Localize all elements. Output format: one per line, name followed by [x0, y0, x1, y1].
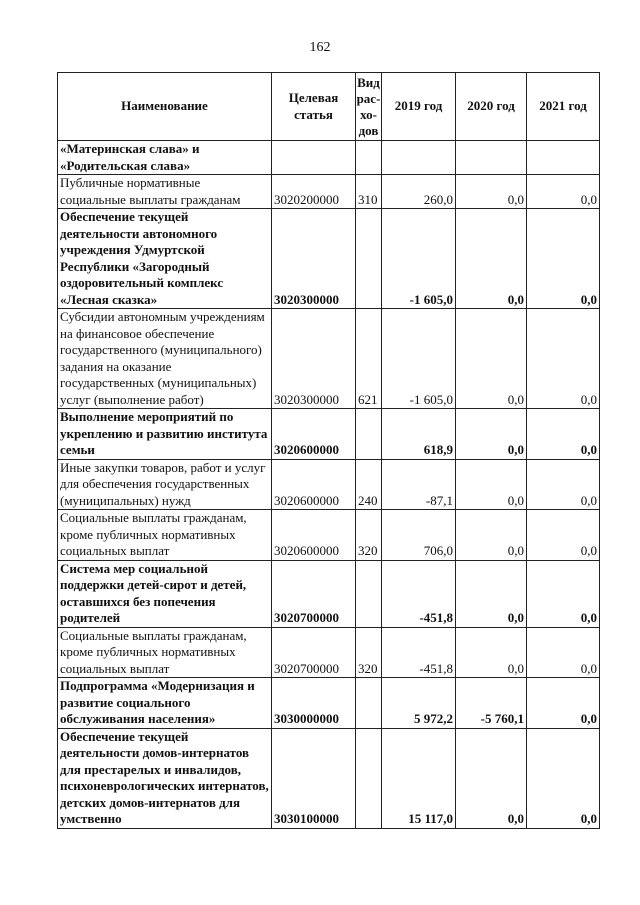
cell-expense-type: 621: [356, 309, 382, 409]
budget-table: [57, 72, 600, 829]
cell-2020: 0,0: [456, 175, 527, 209]
cell-2021: 0,0: [527, 560, 600, 627]
cell-2020: 0,0: [456, 409, 527, 460]
cell-expense-type: 320: [356, 510, 382, 561]
cell-2019: [382, 141, 456, 175]
cell-name: Субсидии автономным учреждениям на финансовое обеспечение государственного (муниципального) задания на оказание государственных (муниципальных) услуг (выполнение работ): [58, 309, 272, 409]
table-row: [58, 409, 600, 460]
cell-2020: 0,0: [456, 627, 527, 678]
cell-2019: -451,8: [382, 627, 456, 678]
cell-expense-type: [356, 678, 382, 729]
cell-expense-type: 240: [356, 459, 382, 510]
table-row: [58, 728, 600, 828]
cell-2020: [456, 141, 527, 175]
cell-2019: 260,0: [382, 175, 456, 209]
header-2019: 2019 год: [382, 73, 456, 141]
cell-2019: 15 117,0: [382, 728, 456, 828]
header-2020: 2020 год: [456, 73, 527, 141]
cell-target-article: 3020600000: [272, 459, 356, 510]
cell-name: Иные закупки товаров, работ и услуг для обеспечения государственных (муниципальных) нужд: [58, 459, 272, 510]
cell-2021: 0,0: [527, 309, 600, 409]
cell-name: Обеспечение текущей деятельности автономного учреждения Удмуртской Республики «Загородный оздоровительный комплекс «Лесная сказка»: [58, 209, 272, 309]
cell-2019: 618,9: [382, 409, 456, 460]
cell-expense-type: [356, 141, 382, 175]
cell-target-article: 3030000000: [272, 678, 356, 729]
cell-2020: 0,0: [456, 309, 527, 409]
table-row: [58, 459, 600, 510]
cell-expense-type: [356, 409, 382, 460]
cell-target-article: 3020600000: [272, 510, 356, 561]
cell-2021: 0,0: [527, 678, 600, 729]
table-row: [58, 175, 600, 209]
cell-target-article: 3020200000: [272, 175, 356, 209]
cell-target-article: 3020600000: [272, 409, 356, 460]
header-target: Целевая статья: [272, 73, 356, 141]
header-2021: 2021 год: [527, 73, 600, 141]
cell-name: Обеспечение текущей деятельности домов-интернатов для престарелых и инвалидов, психоневрологических интернатов, детских домов-интернатов для умственно: [58, 728, 272, 828]
cell-name: Публичные нормативные социальные выплаты гражданам: [58, 175, 272, 209]
header-name: Наименование: [58, 73, 272, 141]
cell-2019: 706,0: [382, 510, 456, 561]
cell-2021: 0,0: [527, 409, 600, 460]
cell-2021: 0,0: [527, 459, 600, 510]
table-row: [58, 560, 600, 627]
cell-name: Социальные выплаты гражданам, кроме публичных нормативных социальных выплат: [58, 510, 272, 561]
table-row: [58, 678, 600, 729]
cell-2020: 0,0: [456, 510, 527, 561]
cell-expense-type: [356, 560, 382, 627]
cell-2019: -87,1: [382, 459, 456, 510]
cell-target-article: 3020700000: [272, 560, 356, 627]
cell-target-article: 3020300000: [272, 309, 356, 409]
cell-name: Социальные выплаты гражданам, кроме публичных нормативных социальных выплат: [58, 627, 272, 678]
cell-2021: [527, 141, 600, 175]
cell-name: Выполнение мероприятий по укреплению и развитию института семьи: [58, 409, 272, 460]
cell-2020: 0,0: [456, 728, 527, 828]
cell-2019: -451,8: [382, 560, 456, 627]
cell-expense-type: 320: [356, 627, 382, 678]
cell-target-article: 3020700000: [272, 627, 356, 678]
cell-target-article: 3030100000: [272, 728, 356, 828]
table-row: [58, 209, 600, 309]
cell-2020: 0,0: [456, 459, 527, 510]
header-expense-type: Вид рас-хо-дов: [356, 73, 382, 141]
cell-2021: 0,0: [527, 728, 600, 828]
cell-2021: 0,0: [527, 209, 600, 309]
cell-2019: -1 605,0: [382, 209, 456, 309]
page-number: 162: [309, 40, 331, 55]
table-body: [58, 141, 600, 829]
cell-2019: -1 605,0: [382, 309, 456, 409]
header-row: [58, 73, 600, 141]
cell-2021: 0,0: [527, 175, 600, 209]
table-row: [58, 627, 600, 678]
cell-expense-type: [356, 209, 382, 309]
table-row: [58, 141, 600, 175]
cell-2019: 5 972,2: [382, 678, 456, 729]
cell-name: Подпрограмма «Модернизация и развитие социального обслуживания населения»: [58, 678, 272, 729]
cell-name: «Материнская слава» и «Родительская слава»: [58, 141, 272, 175]
cell-2021: 0,0: [527, 510, 600, 561]
cell-target-article: [272, 141, 356, 175]
cell-target-article: 3020300000: [272, 209, 356, 309]
cell-expense-type: [356, 728, 382, 828]
table-row: [58, 510, 600, 561]
cell-name: Система мер социальной поддержки детей-сирот и детей, оставшихся без попечения родителей: [58, 560, 272, 627]
cell-2021: 0,0: [527, 627, 600, 678]
cell-2020: -5 760,1: [456, 678, 527, 729]
table-row: [58, 309, 600, 409]
cell-2020: 0,0: [456, 209, 527, 309]
cell-expense-type: 310: [356, 175, 382, 209]
cell-2020: 0,0: [456, 560, 527, 627]
